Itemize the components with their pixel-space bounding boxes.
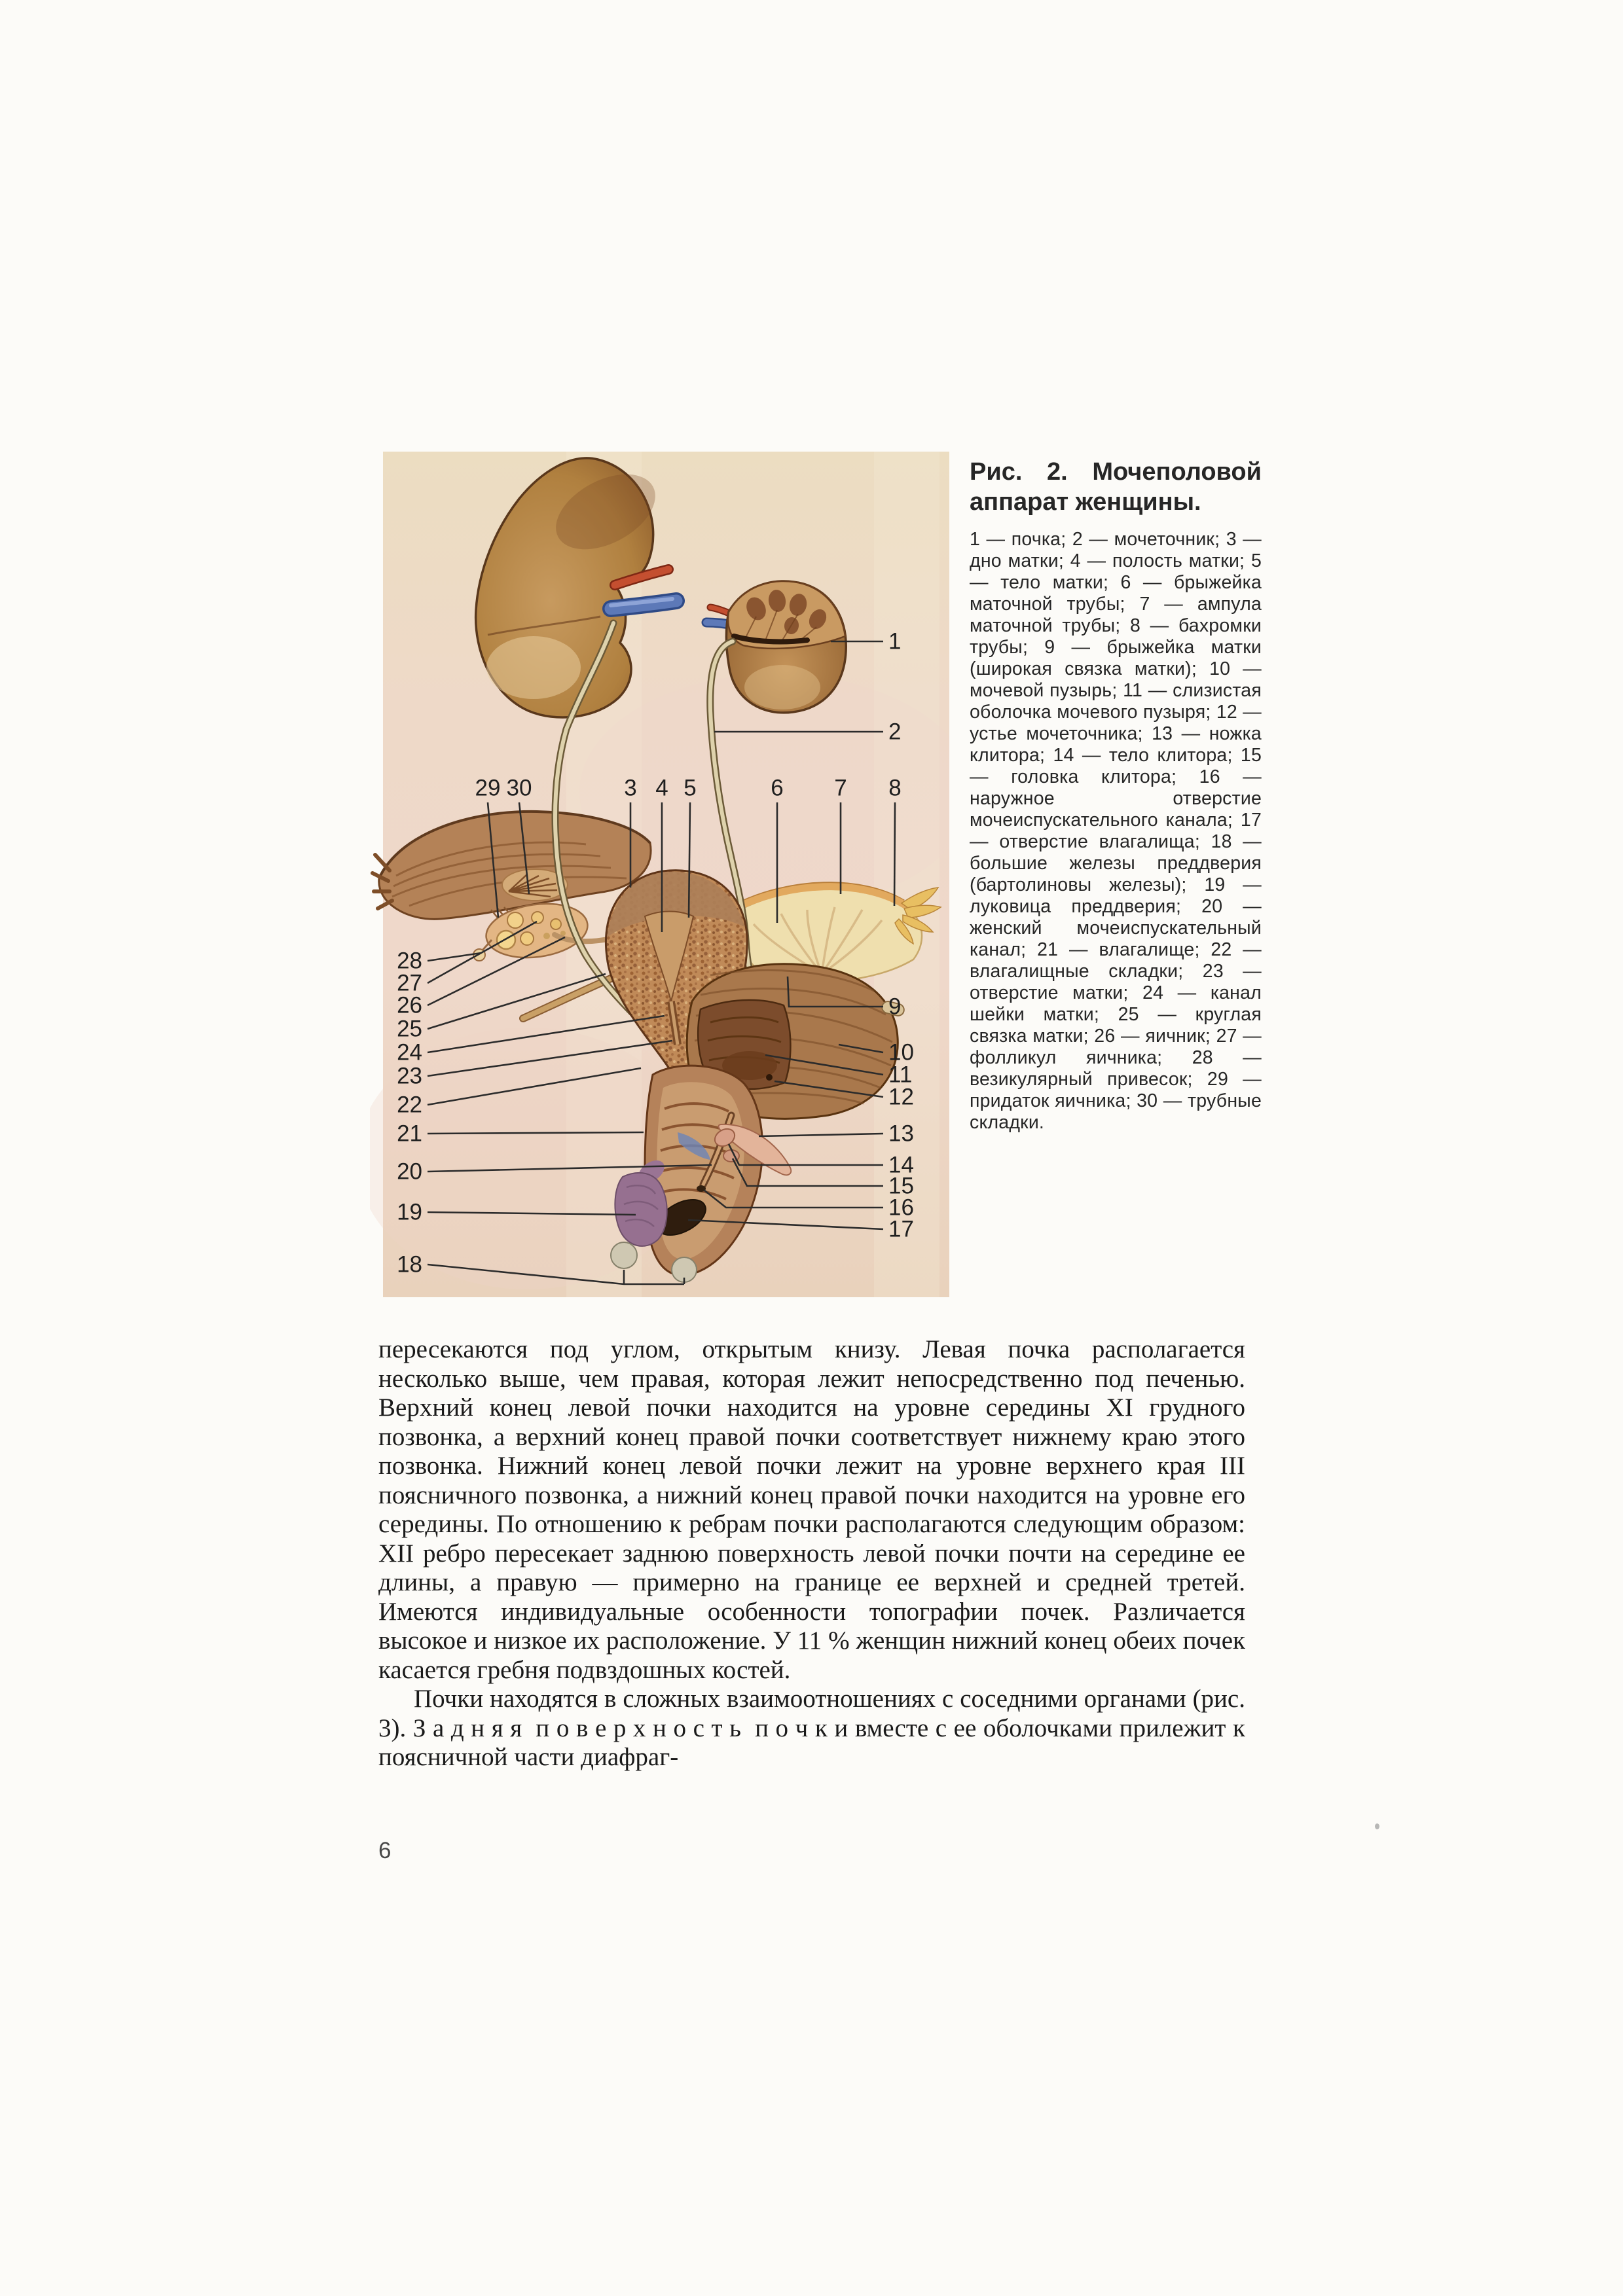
figure-caption — [970, 457, 1262, 1134]
figure-label-22: 22 — [397, 1092, 422, 1118]
figure-label-26: 26 — [397, 992, 422, 1018]
figure-label-16: 16 — [888, 1194, 914, 1221]
figure-label-4: 4 — [655, 775, 668, 801]
figure-label-layer — [370, 452, 949, 1297]
figure-label-25: 25 — [397, 1016, 422, 1042]
figure-label-21: 21 — [397, 1121, 422, 1147]
figure-label-11: 11 — [888, 1062, 913, 1088]
figure-legend: 1 — почка; 2 — мочеточник; 3 — дно матки; 4 — полость матки; 5 — тело матки; 6 — брыжейка маточной трубы; 7 — ампула маточной трубы; 8 — бахромки трубы; 9 — брыжейка матки (широкая связка матки); 10 — мочевой пузырь; 11 — слизистая оболочка мочевого пузыря; 12 — устье мочеточника; 13 — ножка клитора; 14 — тело клитора; 15 — головка клитора; 16 — наружное отверстие мочеиспускательного канала; 17 — отверстие влагалища; 18 — большие железы преддверия (бартолиновы железы); 19 — луковица преддверия; 20 — женский мочеиспускательный канал; 21 — влагалище; 22 — влагалищные складки; 23 — отверстие матки; 24 — канал шейки матки; 25 — круглая связка матки; 26 — яичник; 27 — фолликул яичника; 28 — везикулярный привесок; 29 — придаток яичника; 30 — трубные складки. — [970, 529, 1262, 1133]
page-number: 6 — [378, 1838, 392, 1863]
figure-label-6: 6 — [771, 775, 784, 801]
figure-label-28: 28 — [397, 948, 422, 974]
figure-label-14: 14 — [888, 1152, 914, 1178]
figure-label-19: 19 — [397, 1199, 422, 1225]
figure-label-12: 12 — [888, 1084, 914, 1110]
figure-label-27: 27 — [397, 970, 422, 996]
figure-label-9: 9 — [888, 994, 902, 1020]
body-paragraph-2: Почки находятся в сложных взаимоотношениях с соседними органами (рис. 3). З а д н я я п о в е р х н о с т ь п о ч к и вместе с ее оболочками прилежит к поясничной части диафраг- — [378, 1685, 1245, 1771]
figure-label-2: 2 — [888, 719, 902, 745]
body-text — [378, 1335, 1245, 1772]
figure-label-8: 8 — [888, 775, 902, 801]
body-paragraph-1: пересекаются под углом, открытым книзу. Левая почка располагается несколько выше, чем правая, которая лежит непосредственно под печенью. Верхний конец левой почки находится на уровне середины XI грудного позвонка, а верхний конец правой почки соответствует нижнему краю этого позвонка. Нижний конец левой почки лежит на уровне верхнего края III поясничного позвонка, а нижний конец правой почки находится на уровне его середины. По отношению к ребрам почки располагаются следующим образом: XII ребро пересекает заднюю поверхность левой почки почти на середине ее длины, а правую — примерно на границе ее верхней и средней третей. Имеются индивидуальные особенности топографии почек. Различается высокое и низкое их расположение. У 11 % женщин нижний конец обеих почек касается гребня подвздошных костей. — [378, 1335, 1245, 1684]
scan-speck — [1375, 1823, 1379, 1829]
figure-label-24: 24 — [397, 1039, 422, 1066]
figure-label-30: 30 — [506, 775, 532, 801]
figure-label-10: 10 — [888, 1039, 914, 1066]
figure-label-5: 5 — [684, 775, 697, 801]
figure-label-7: 7 — [834, 775, 847, 801]
figure-label-18: 18 — [397, 1251, 422, 1278]
figure-label-17: 17 — [888, 1216, 914, 1242]
figure-caption-title: Рис. 2. Мочеполовой аппарат женщины. — [970, 458, 1262, 516]
figure-label-13: 13 — [888, 1121, 914, 1147]
figure-label-3: 3 — [624, 775, 637, 801]
figure-2 — [370, 452, 949, 1297]
figure-label-1: 1 — [888, 628, 902, 655]
figure-label-29: 29 — [475, 775, 501, 801]
figure-label-20: 20 — [397, 1158, 422, 1185]
figure-label-15: 15 — [888, 1173, 914, 1199]
figure-label-23: 23 — [397, 1063, 422, 1089]
